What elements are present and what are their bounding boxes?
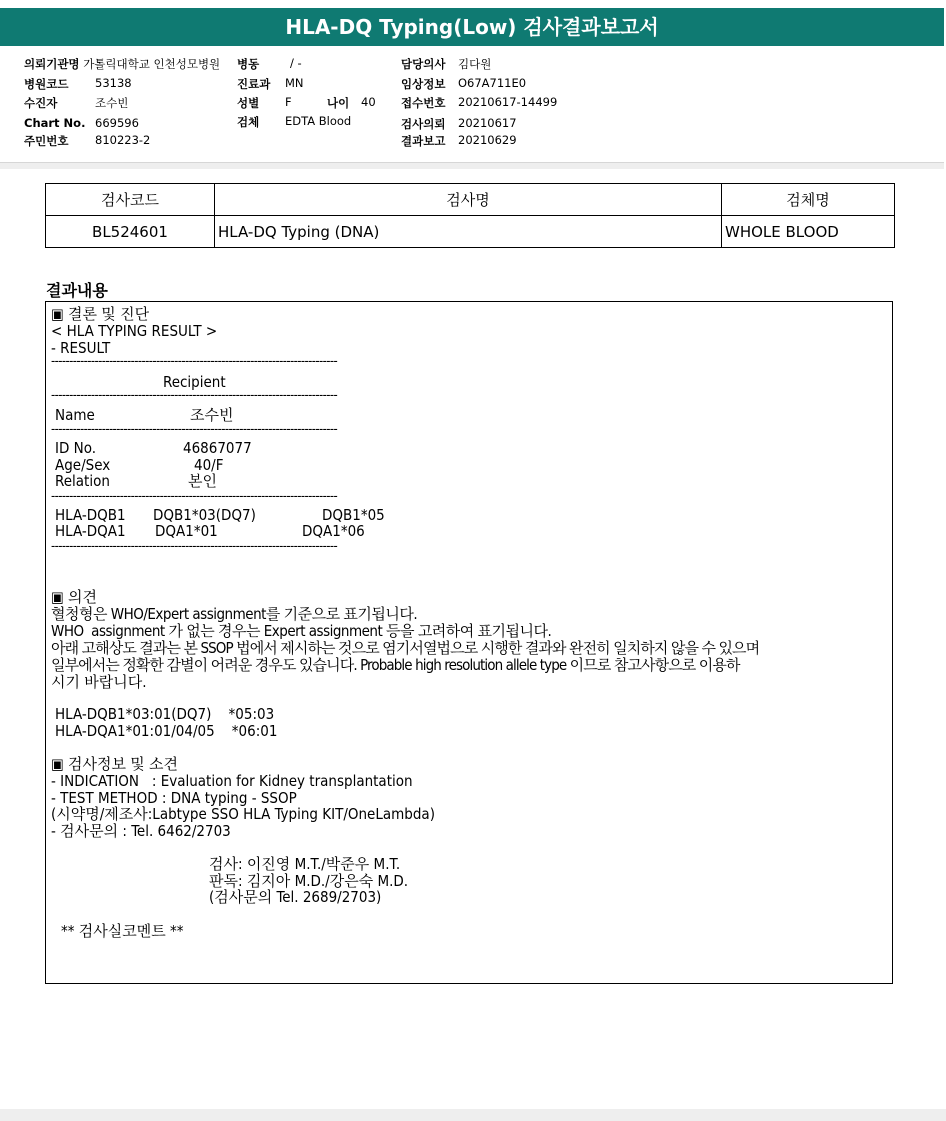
clinical-info-value: O67A711E0 bbox=[458, 76, 527, 90]
test-method: - TEST METHOD : DNA typing - SSOP bbox=[51, 789, 297, 807]
info-heading: ▣ 검사정보 및 소견 bbox=[51, 755, 179, 773]
column-header-test-code: 검사코드 bbox=[46, 184, 215, 216]
id-label: ID No. bbox=[55, 439, 97, 457]
inquiry: - 검사문의 : Tel. 6462/2703 bbox=[51, 822, 231, 840]
recipient-label: Recipient bbox=[163, 373, 226, 391]
tested-by: 검사: 이진영 M.T./박준우 M.T. bbox=[209, 855, 401, 873]
institution-label: 의뢰기관명 bbox=[24, 57, 80, 71]
specimen-label: 검체 bbox=[237, 115, 260, 129]
dqa1-label: HLA-DQA1 bbox=[55, 522, 126, 540]
inquiry-2: (검사문의 Tel. 2689/2703) bbox=[209, 888, 382, 906]
cell-test-name: HLA-DQ Typing (DNA) bbox=[215, 216, 722, 248]
result-label: - RESULT bbox=[51, 339, 111, 357]
name-label: Name bbox=[55, 406, 95, 424]
table-header-row bbox=[46, 184, 895, 216]
lab-comment: ** 검사실코멘트 ** bbox=[61, 922, 184, 940]
request-date-label: 검사의뢰 bbox=[401, 117, 446, 131]
divider-line: ------------------------------------------------------------------------------- bbox=[51, 422, 338, 437]
relation-label: Relation bbox=[55, 472, 110, 490]
report-date-value: 20210629 bbox=[458, 133, 517, 147]
institution-row bbox=[24, 56, 220, 72]
high-res-dqb1: HLA-DQB1*03:01(DQ7) *05:03 bbox=[55, 705, 275, 723]
read-by: 판독: 김지아 M.D./강은숙 M.D. bbox=[209, 872, 409, 890]
ward-label: 병동 bbox=[237, 57, 260, 71]
receipt-no-value: 20210617-14499 bbox=[458, 95, 558, 109]
institution-value: 가톨릭대학교 인천성모병원 bbox=[83, 57, 221, 71]
opinion-line: 일부에서는 정확한 감별이 어려운 경우도 있습니다. Probable high resolution allele type 이므로 참고사항으로 이용하 bbox=[51, 656, 740, 674]
agesex-label: Age/Sex bbox=[55, 456, 111, 474]
opinion-heading: ▣ 의견 bbox=[51, 588, 98, 606]
hospital-code-label: 병원코드 bbox=[24, 77, 69, 91]
opinion-line: 아래 고해상도 결과는 본 SSOP 법에서 제시하는 것으로 염기서열법으로 시행한 결과와 완전히 일치하지 않을 수 있으며 bbox=[51, 639, 760, 657]
sex-value: F bbox=[285, 95, 292, 109]
dqb1-label: HLA-DQB1 bbox=[55, 506, 126, 524]
resident-no-label: 주민번호 bbox=[24, 134, 69, 148]
column-header-specimen: 검체명 bbox=[722, 184, 895, 216]
typing-result-title: < HLA TYPING RESULT > bbox=[51, 322, 218, 340]
resident-no-value: 810223-2 bbox=[95, 133, 151, 147]
request-date-value: 20210617 bbox=[458, 116, 517, 130]
high-res-dqa1: HLA-DQA1*01:01/04/05 *06:01 bbox=[55, 722, 278, 740]
report-date-label: 결과보고 bbox=[401, 134, 446, 148]
divider-line: ------------------------------------------------------------------------------- bbox=[51, 539, 338, 554]
hospital-code-row bbox=[24, 76, 68, 92]
age-label: 나이 bbox=[327, 96, 350, 110]
opinion-line: WHO assignment 가 없는 경우는 Expert assignment 등을 고려하여 표기됩니다. bbox=[51, 622, 552, 640]
result-section-title: 결과내용 bbox=[46, 281, 108, 300]
divider-line: ------------------------------------------------------------------------------- bbox=[51, 354, 338, 369]
footer-band bbox=[0, 1109, 946, 1121]
dqb1-allele-1: DQB1*03(DQ7) bbox=[153, 506, 256, 524]
dqb1-allele-2: DQB1*05 bbox=[322, 506, 385, 524]
doctor-value: 김다원 bbox=[458, 57, 492, 71]
reagent: (시약명/제조사:Labtype SSO HLA Typing KIT/OneLambda) bbox=[51, 805, 435, 823]
dqa1-allele-2: DQA1*06 bbox=[302, 522, 365, 540]
doctor-label: 담당의사 bbox=[401, 57, 446, 71]
patient-label: 수진자 bbox=[24, 96, 58, 110]
opinion-line: 시기 바랍니다. bbox=[51, 673, 147, 691]
specimen-value: EDTA Blood bbox=[285, 114, 352, 128]
cell-specimen: WHOLE BLOOD bbox=[722, 216, 895, 248]
relation-value: 본인 bbox=[188, 472, 217, 490]
opinion-line: 혈청형은 WHO/Expert assignment를 기준으로 표기됩니다. bbox=[51, 605, 418, 623]
chart-no-value: 669596 bbox=[95, 116, 139, 130]
header-band bbox=[0, 163, 944, 169]
sex-label: 성별 bbox=[237, 96, 260, 110]
hospital-code-value: 53138 bbox=[95, 76, 132, 90]
agesex-value: 40/F bbox=[194, 456, 224, 474]
chart-no-label: Chart No. bbox=[24, 116, 86, 130]
report-title: HLA-DQ Typing(Low) 검사결과보고서 bbox=[0, 8, 944, 46]
divider-line: ------------------------------------------------------------------------------- bbox=[51, 388, 338, 403]
column-header-test-name: 검사명 bbox=[215, 184, 722, 216]
table-row bbox=[46, 216, 895, 248]
result-content-box bbox=[45, 301, 893, 984]
id-value: 46867077 bbox=[183, 439, 252, 457]
test-info-table bbox=[45, 183, 895, 248]
patient-value: 조수빈 bbox=[95, 96, 129, 110]
clinical-info-label: 임상정보 bbox=[401, 77, 446, 91]
conclusion-heading: ▣ 결론 및 진단 bbox=[51, 305, 150, 323]
cell-test-code: BL524601 bbox=[46, 216, 215, 248]
name-value: 조수빈 bbox=[190, 406, 234, 424]
department-value: MN bbox=[285, 76, 304, 90]
receipt-no-label: 접수번호 bbox=[401, 96, 446, 110]
dqa1-allele-1: DQA1*01 bbox=[155, 522, 218, 540]
indication: - INDICATION : Evaluation for Kidney transplantation bbox=[51, 772, 413, 790]
divider-line: ------------------------------------------------------------------------------- bbox=[51, 489, 338, 504]
age-value: 40 bbox=[361, 95, 376, 109]
ward-value: / - bbox=[290, 56, 302, 70]
department-label: 진료과 bbox=[237, 77, 271, 91]
